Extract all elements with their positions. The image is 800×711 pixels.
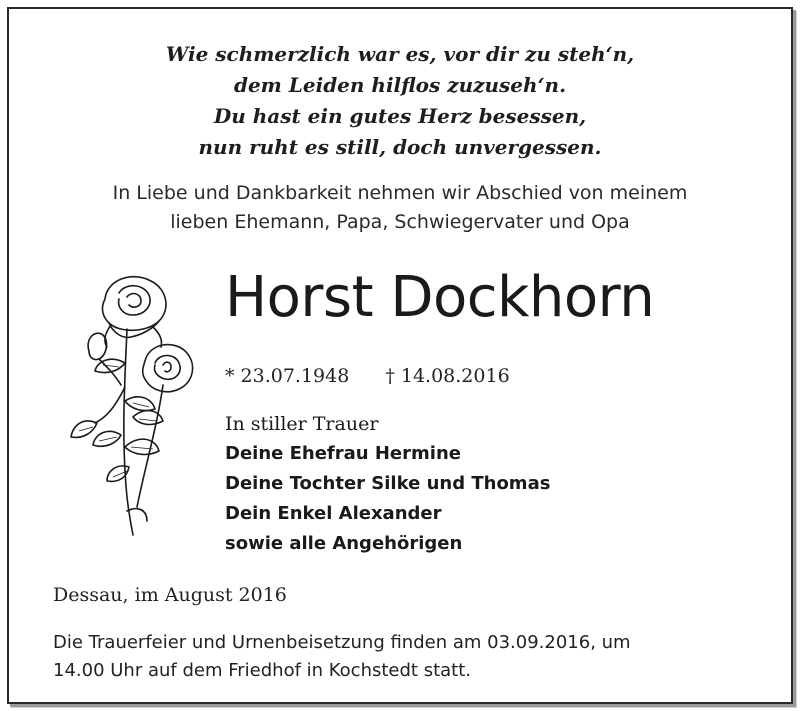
service-line: 14.00 Uhr auf dem Friedhof in Kochstedt statt. xyxy=(53,660,472,681)
poem-line: nun ruht es still, doch unvergessen. xyxy=(198,135,602,159)
poem xyxy=(9,39,791,163)
life-dates xyxy=(225,362,510,390)
service-line: Die Trauerfeier und Urnenbeisetzung finden am 03.09.2016, um xyxy=(53,632,631,653)
deceased-name: Horst Dockhorn xyxy=(225,265,655,330)
mourner-line: Deine Tochter Silke und Thomas xyxy=(225,473,551,494)
intro-text xyxy=(9,179,791,237)
mourner-line: sowie alle Angehörigen xyxy=(225,533,463,554)
poem-line: Du hast ein gutes Herz besessen, xyxy=(213,104,587,128)
mourner-line: Deine Ehefrau Hermine xyxy=(225,443,461,464)
mourners-lead: In stiller Trauer xyxy=(225,413,379,435)
mourner-line: Dein Enkel Alexander xyxy=(225,503,442,524)
poem-line: Wie schmerzlich war es, vor dir zu steh‘n, xyxy=(165,42,635,66)
mourners-block xyxy=(225,409,550,559)
poem-line: dem Leiden hilflos zuzuseh‘n. xyxy=(233,73,567,97)
intro-line: lieben Ehemann, Papa, Schwiegervater und Opa xyxy=(170,211,630,233)
service-info xyxy=(53,629,763,685)
birth-date: * 23.07.1948 xyxy=(225,365,350,387)
intro-line: In Liebe und Dankbarkeit nehmen wir Abschied von meinem xyxy=(112,182,688,204)
obituary-frame xyxy=(7,7,793,704)
death-date: † 14.08.2016 xyxy=(385,365,510,387)
rose-illustration xyxy=(67,267,199,539)
place-date: Dessau, im August 2016 xyxy=(53,584,287,606)
